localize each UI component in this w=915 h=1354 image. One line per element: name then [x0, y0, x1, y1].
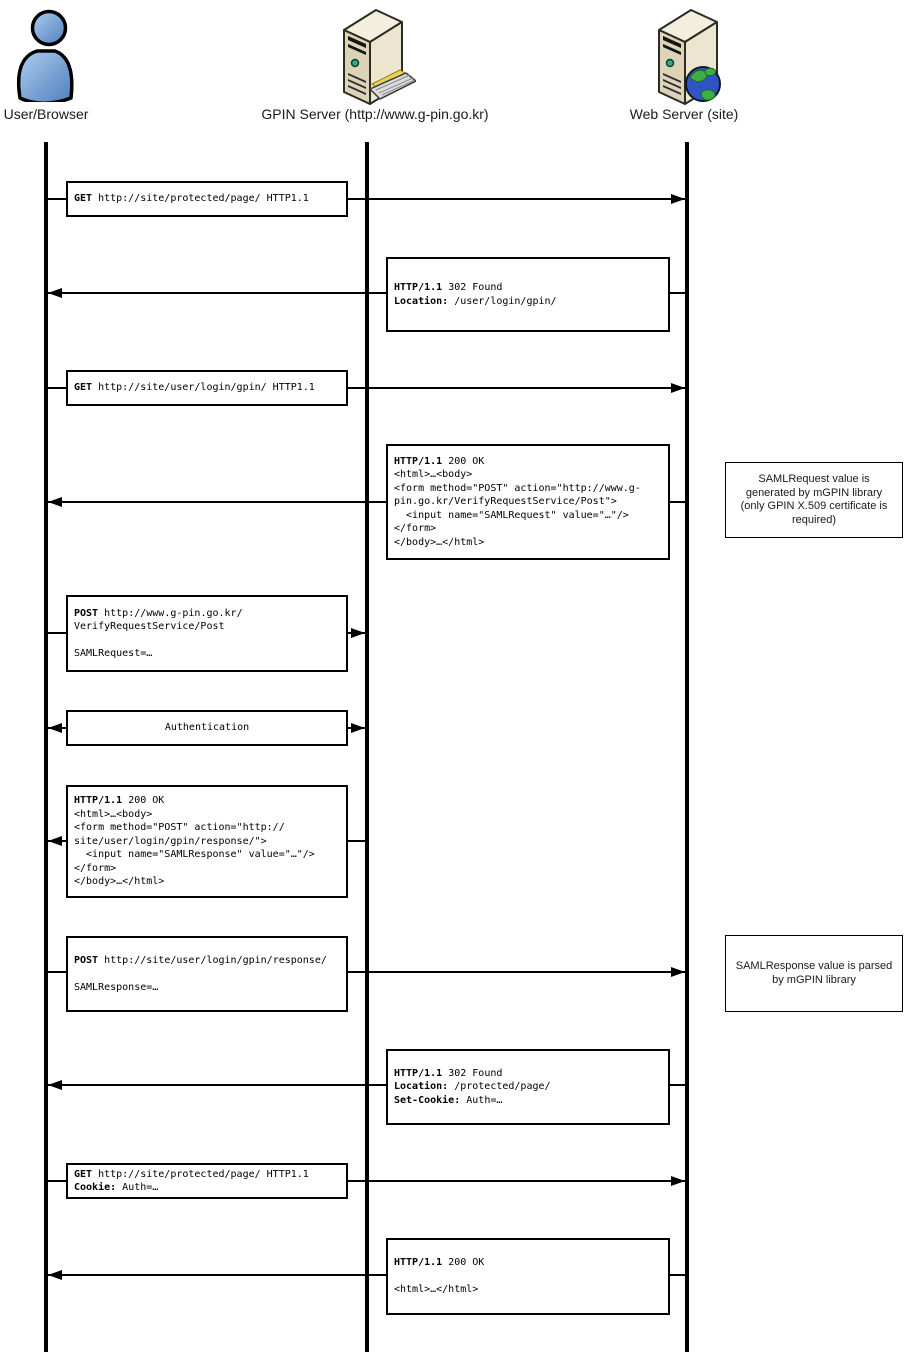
- message-line: Cookie: Auth=…: [74, 1182, 159, 1193]
- message-get-login-gpin: [66, 370, 348, 406]
- message-line: </form>: [394, 523, 437, 535]
- message-line: pin.go.kr/VerifyRequestService/Post">: [394, 496, 617, 508]
- message-line: HTTP/1.1 200 OK: [394, 455, 485, 467]
- message-line: <form method="POST" action="http://: [74, 822, 285, 834]
- message-line: Location: /protected/page/: [394, 1081, 551, 1093]
- arrowhead-m11: [48, 1270, 62, 1280]
- actor-label-web: Web Server (site): [629, 106, 739, 122]
- message-get-protected-with-cookie: [66, 1163, 348, 1199]
- user-person-icon: [12, 6, 80, 102]
- message-line: </body>…</html>: [74, 876, 165, 888]
- message-200-ok-samlresponse-form: [66, 785, 348, 898]
- message-line: SAMLResponse=…: [74, 981, 159, 993]
- message-line: <html>…</html>: [394, 1284, 479, 1296]
- message-line: HTTP/1.1 200 OK: [74, 795, 165, 807]
- arrowhead-m8: [671, 967, 685, 977]
- note-samlresponse-parsed: SAMLResponse value is parsed by mGPIN library: [725, 935, 903, 1012]
- message-line: Set-Cookie: Auth=…: [394, 1094, 503, 1106]
- gpin-server-icon: [330, 2, 416, 108]
- lifeline-web: [685, 142, 689, 1352]
- arrowhead-m6-left: [48, 723, 62, 733]
- message-line: POST http://site/user/login/gpin/response/: [74, 954, 327, 966]
- message-200-ok-samlrequest-form: [386, 444, 670, 560]
- arrowhead-m1: [671, 194, 685, 204]
- arrowhead-m9: [48, 1080, 62, 1090]
- message-get-protected-page: [66, 181, 348, 217]
- arrowhead-m3: [671, 383, 685, 393]
- message-200-ok-html: [386, 1238, 670, 1315]
- message-authentication: [66, 710, 348, 746]
- lifeline-user: [44, 142, 48, 1352]
- message-302-found-login: [386, 257, 670, 332]
- actor-label-user: User/Browser: [3, 106, 89, 122]
- arrowhead-m5: [351, 628, 365, 638]
- message-line: [394, 1270, 662, 1284]
- arrowhead-m2: [48, 288, 62, 298]
- message-post-verifyrequest: [66, 595, 348, 672]
- message-line: GET http://site/user/login/gpin/ HTTP1.1: [74, 382, 315, 394]
- message-line: <form method="POST" action="http://www.g-: [394, 482, 641, 494]
- message-line: HTTP/1.1 302 Found: [394, 282, 503, 293]
- message-line: <html>…<body>: [74, 808, 153, 820]
- message-line: </body>…</html>: [394, 536, 485, 548]
- message-line: POST http://www.g-pin.go.kr/: [74, 607, 243, 619]
- message-line: HTTP/1.1 302 Found: [394, 1067, 503, 1079]
- message-line: Location: /user/login/gpin/: [394, 295, 557, 307]
- message-line: SAMLRequest=…: [74, 648, 153, 659]
- web-server-icon: [645, 2, 731, 108]
- message-line: GET http://site/protected/page/ HTTP1.1: [74, 1168, 309, 1180]
- message-line: <input name="SAMLResponse" value="…"/>: [74, 849, 315, 861]
- arrowhead-m7: [48, 836, 62, 846]
- message-line: [74, 634, 340, 648]
- message-line: <input name="SAMLRequest" value="…"/>: [394, 509, 629, 521]
- note-samlrequest-generated: SAMLRequest value is generated by mGPIN library (only GPIN X.509 certificate is required): [725, 462, 903, 538]
- message-line: Authentication: [164, 722, 250, 734]
- message-302-found-setcookie: [386, 1049, 670, 1125]
- message-line: GET http://site/protected/page/ HTTP1.1: [74, 193, 309, 205]
- lifeline-gpin: [365, 142, 369, 1352]
- arrowhead-m4: [48, 497, 62, 507]
- arrowhead-m10: [671, 1176, 685, 1186]
- actor-label-gpin: GPIN Server (http://www.g-pin.go.kr): [261, 106, 489, 122]
- message-line: <html>…<body>: [394, 469, 473, 481]
- arrowhead-m6-right: [351, 723, 365, 733]
- message-post-gpin-response: [66, 936, 348, 1012]
- message-line: site/user/login/gpin/response/">: [74, 835, 267, 847]
- message-line: VerifyRequestService/Post: [74, 621, 225, 632]
- message-line: HTTP/1.1 200 OK: [394, 1257, 485, 1269]
- message-line: [74, 967, 340, 981]
- message-line: </form>: [74, 862, 117, 874]
